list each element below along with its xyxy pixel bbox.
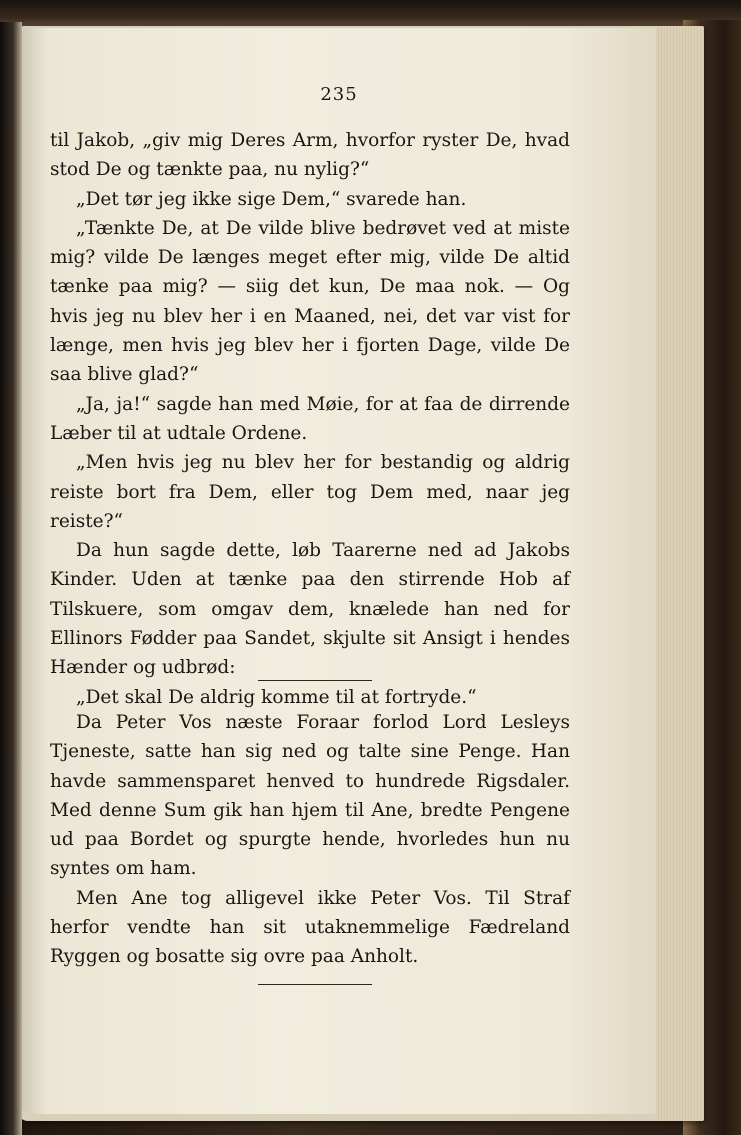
paragraph: „Det tør jeg ikke sige Dem,“ svarede han. bbox=[76, 188, 467, 210]
paragraph: Men Ane tog alligevel ikke Peter Vos. Til Straf herfor vendte han sit utaknemmelige Fædreland Ryggen og bosatte sig ovre paa Anholt. bbox=[50, 887, 570, 968]
text-section-1 bbox=[50, 126, 570, 712]
paragraph: „Tænkte De, at De vilde blive bedrøvet ved at miste mig? vilde De længes meget efter mig, vilde De altid tænke paa mig? — siig det kun, De maa nok. — Og hvis jeg nu blev her i en Maaned, nei, det var vist for længe, men hvis jeg blev her i fjorten Dage, vilde De saa blive glad?“ bbox=[50, 217, 570, 386]
text-section-2 bbox=[50, 708, 570, 972]
paragraph: til Jakob, „giv mig Deres Arm, hvorfor ryster De, hvad stod De og tænkte paa, nu nylig?“ bbox=[50, 130, 570, 181]
page-paper bbox=[22, 28, 656, 1114]
paragraph: Da hun sagde dette, løb Taarerne ned ad Jakobs Kinder. Uden at tænke paa den stirrende Hob af Tilskuere, som omgav dem, knælede han ned for Ellinors Fødder paa Sandet, skjulte sit Ansigt i hendes Hænder og udbrød: bbox=[50, 540, 570, 679]
book-gutter-edge bbox=[0, 22, 22, 1135]
paragraph: Da Peter Vos næste Foraar forlod Lord Lesleys Tjeneste, satte han sig ned og talte sine Penge. Han havde sammensparet henved to hundrede Rigsdaler. Med denne Sum gik han hjem til Ane, bredte Pengene ud paa Bordet og spurgte hende, hvorledes hun nu syntes om ham. bbox=[50, 712, 570, 880]
paragraph: „Det skal De aldrig komme til at fortryde.“ bbox=[76, 686, 477, 708]
section-divider bbox=[258, 680, 372, 681]
paragraph: „Ja, ja!“ sagde han med Møie, for at faa de dirrende Læber til at udtale Ordene. bbox=[50, 393, 570, 444]
book-top-edge bbox=[0, 0, 741, 26]
page-number: 235 bbox=[320, 84, 358, 105]
paragraph: „Men hvis jeg nu blev her for bestandig og aldrig reiste bort fra Dem, eller tog Dem med, naar jeg reiste?“ bbox=[50, 452, 570, 532]
page-fore-edge bbox=[656, 26, 704, 1121]
end-divider bbox=[258, 984, 372, 985]
